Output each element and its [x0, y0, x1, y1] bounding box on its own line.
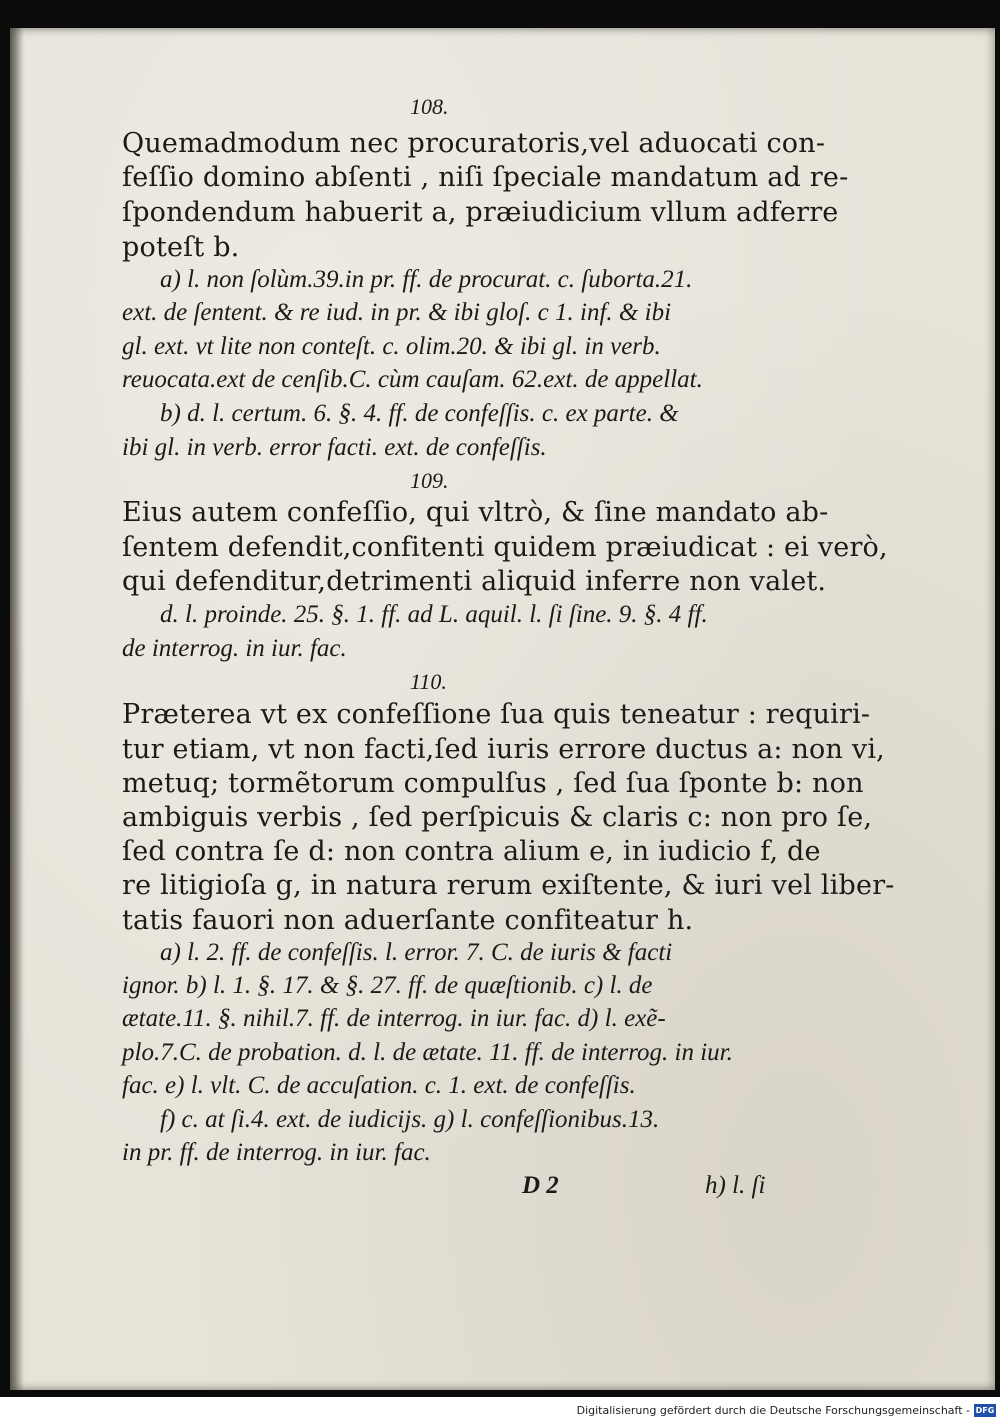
paragraph-line: tur etiam, vt non facti,ſed iuris errore ductus a: non vi, [122, 734, 885, 765]
paragraph-line: Eius autem confeſſio, qui vltrò, & ſine mandato ab- [122, 497, 829, 528]
paragraph-line: feſſio domino abſenti , niſi ſpeciale mandatum ad re- [122, 162, 849, 193]
note-line: ext. de ſentent. & re iud. in pr. & ibi gloſ. c 1. inf. & ibi [122, 299, 672, 326]
note-line: b) d. l. certum. 6. §. 4. ff. de confeſſis. c. ex parte. & [160, 400, 679, 427]
paragraph-line: qui defenditur,detrimenti aliquid inferre non valet. [122, 566, 827, 597]
note-line: fac. e) l. vlt. C. de accuſation. c. 1. ext. de confeſſis. [122, 1072, 636, 1099]
page-number: 108. [410, 94, 449, 119]
paragraph-line: Quemadmodum nec procuratoris,vel aduocati con- [122, 128, 826, 159]
digitization-credit: Digitalisierung gefördert durch die Deutsche Forschungsgemeinschaft - [576, 1404, 970, 1417]
section-number: 109. [410, 468, 449, 493]
note-line: reuocata.ext de cenſib.C. cùm cauſam. 62.ext. de appellat. [122, 366, 703, 393]
paragraph-line: ambiguis verbis , ſed perſpicuis & claris c: non pro ſe, [122, 802, 873, 833]
note-line: f) c. at ſi.4. ext. de iudicijs. g) l. confeſſionibus.13. [160, 1106, 660, 1133]
paragraph-line: ſpondendum habuerit a, præiudicium vllum adferre [122, 197, 839, 228]
dfg-logo-icon: DFG [975, 1406, 995, 1415]
note-line: gl. ext. vt lite non conteſt. c. olim.20. & ibi gl. in verb. [122, 333, 661, 360]
paragraph-line: metuq; tormẽtorum compulſus , ſed ſua ſponte b: non [122, 768, 864, 799]
catchword: h) l. ſi [705, 1172, 766, 1199]
note-line: de interrog. in iur. fac. [122, 635, 347, 662]
page-gutter [10, 28, 24, 1390]
note-line: ignor. b) l. 1. §. 17. & §. 27. ff. de quæſtionib. c) l. de [122, 972, 653, 999]
note-line: in pr. ff. de interrog. in iur. fac. [122, 1139, 431, 1166]
paragraph-line: poteſt b. [122, 232, 240, 263]
paragraph-line: re litigioſa g, in natura rerum exiſtente, & iuri vel liber- [122, 870, 895, 901]
paragraph-line: Præterea vt ex confeſſione ſua quis teneatur : requiri- [122, 699, 871, 730]
signature-mark: D 2 [522, 1172, 559, 1199]
note-line: d. l. proinde. 25. §. 1. ff. ad L. aquil. l. ſi ſine. 9. §. 4 ff. [160, 601, 708, 628]
note-line: plo.7.C. de probation. d. l. de ætate. 11. ff. de interrog. in iur. [122, 1039, 733, 1066]
note-line: a) l. 2. ff. de confeſſis. l. error. 7. C. de iuris & facti [160, 939, 673, 966]
note-line: a) l. non ſolùm.39.in pr. ff. de procurat. c. ſuborta.21. [160, 266, 693, 293]
section-number: 110. [410, 669, 447, 694]
note-line: ibi gl. in verb. error facti. ext. de confeſſis. [122, 434, 547, 461]
note-line: ætate.11. §. nihil.7. ff. de interrog. in iur. fac. d) l. exẽ- [122, 1005, 666, 1032]
digitization-footer [0, 1397, 1000, 1426]
paragraph-line: ſed contra ſe d: non contra alium e, in iudicio f, de [122, 836, 821, 867]
paragraph-line: tatis fauori non aduerſante confiteatur h. [122, 905, 694, 936]
paragraph-line: ſentem defendit,confitenti quidem præiudicat : ei verò, [122, 532, 888, 563]
